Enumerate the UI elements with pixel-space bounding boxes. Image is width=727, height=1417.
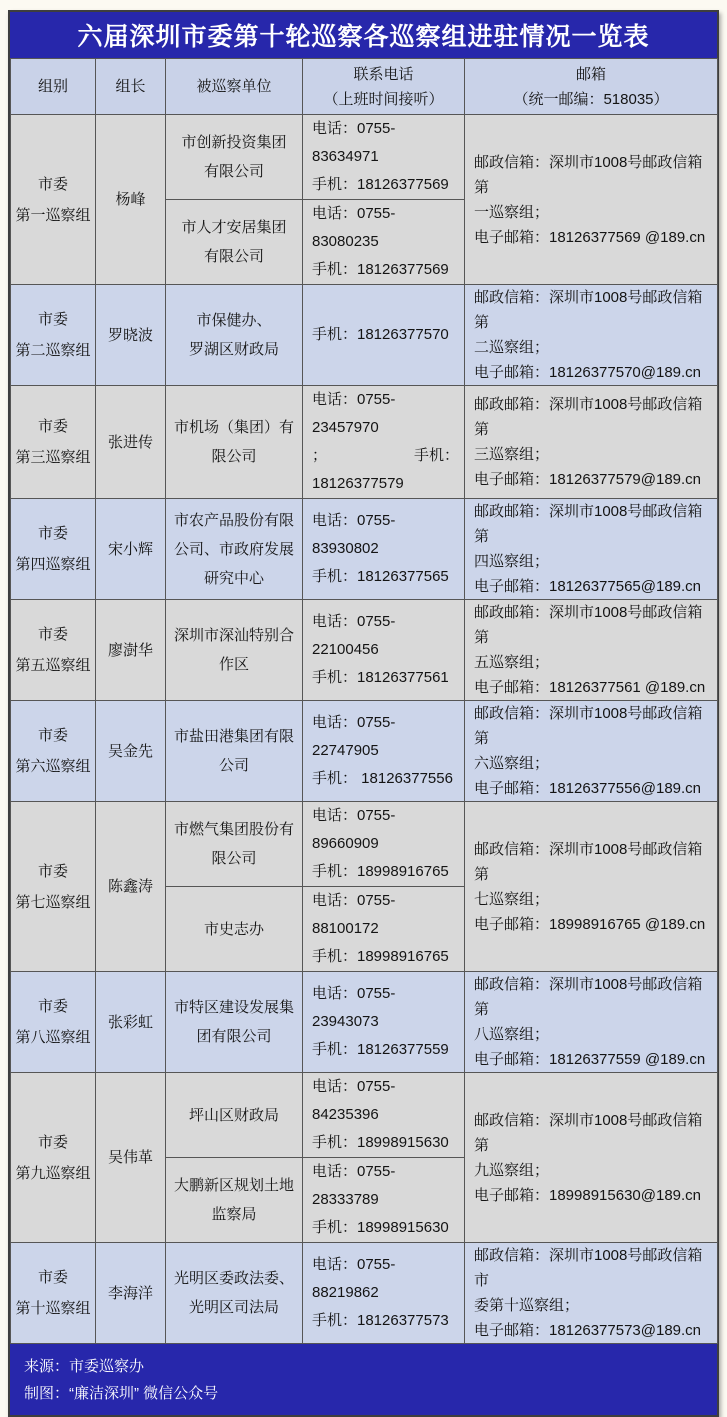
mail-line: 六巡察组； [474, 755, 550, 772]
leader-cell: 张彩虹 [96, 972, 166, 1073]
unit-line: 光明区司法局 [188, 1299, 279, 1316]
col-header-mail-line1: 邮箱 [575, 65, 606, 83]
unit-line: 公司 [218, 757, 249, 774]
leader-cell: 陈鑫涛 [96, 802, 166, 972]
mail-cell [465, 1073, 718, 1243]
leader-cell: 宋小辉 [96, 499, 166, 600]
table-row [11, 1243, 718, 1344]
col-header-unit: 被巡察单位 [166, 59, 303, 115]
mail-line: 电子邮箱：18126377561 @189.cn [474, 679, 706, 696]
group-cell [11, 285, 96, 386]
leader-cell: 杨峰 [96, 115, 166, 285]
phone-line: 电话：0755-22747905 [312, 714, 396, 759]
group-line: 市委 [37, 418, 68, 435]
table-row [11, 386, 718, 499]
group-line: 第二巡察组 [15, 342, 91, 359]
unit-line: 作区 [218, 656, 249, 673]
phone-line: 手机：18126377569 [312, 176, 449, 193]
table-row [11, 701, 718, 802]
leader-cell: 罗晓波 [96, 285, 166, 386]
mail-cell [465, 285, 718, 386]
phone-line [312, 442, 459, 470]
group-line: 市委 [37, 626, 68, 643]
group-line: 第六巡察组 [15, 758, 91, 775]
mail-cell [465, 701, 718, 802]
unit-line: 监察局 [211, 1206, 257, 1223]
unit-line: 团有限公司 [196, 1028, 272, 1045]
mail-line: 三巡察组； [474, 446, 550, 463]
col-header-phone [303, 59, 465, 115]
group-line: 市委 [37, 525, 68, 542]
table-row [11, 499, 718, 600]
phone-line: 手机：18126377573 [312, 1312, 449, 1329]
unit-cell [166, 499, 303, 600]
group-cell [11, 600, 96, 701]
header-row [11, 59, 718, 115]
group-line: 第七巡察组 [15, 893, 91, 911]
unit-line: 光明区委政法委、 [173, 1270, 294, 1287]
unit-line: 市保健办、 [196, 312, 272, 329]
leader-cell: 李海洋 [96, 1243, 166, 1344]
inspection-poster [8, 10, 719, 1417]
mail-line: 邮政邮箱：深圳市1008号邮政信箱第 [474, 604, 703, 646]
phone-line-right: 手机： [413, 447, 459, 464]
mail-cell [465, 386, 718, 499]
group-line: 第三巡察组 [15, 449, 91, 466]
unit-line: 市农产品股份有限 [173, 511, 294, 529]
phone-line: 手机：18126377561 [312, 669, 449, 686]
phone-line: 电话：0755-23457970 [312, 391, 396, 436]
col-header-group: 组别 [11, 59, 96, 115]
unit-line: 公司、市政府发展 [173, 540, 294, 558]
phone-cell [303, 600, 465, 701]
phone-line: 手机：18126377569 [312, 261, 449, 278]
phone-line: 电话：0755-88100172 [312, 892, 396, 937]
phone-line: 手机：18998915630 [312, 1134, 449, 1151]
phone-line: 电话：0755-83930802 [312, 512, 396, 557]
unit-line: 市史志办 [203, 920, 264, 938]
mail-line: 一巡察组； [474, 203, 550, 221]
phone-cell [303, 887, 465, 972]
phone-line: 手机：18126377570 [312, 326, 449, 343]
unit-line: 市创新投资集团 [181, 134, 287, 151]
col-header-mail [465, 59, 718, 115]
group-line: 市委 [37, 862, 68, 880]
mail-line: 邮政信箱：深圳市1008号邮政信箱第 [474, 1111, 703, 1154]
mail-line: 八巡察组； [474, 1026, 550, 1043]
mail-line: 电子邮箱：18126377559 @189.cn [474, 1051, 706, 1068]
mail-line: 电子邮箱：18998916765 @189.cn [474, 915, 706, 933]
mail-line: 四巡察组； [474, 553, 550, 570]
group-cell [11, 499, 96, 600]
group-cell [11, 1073, 96, 1243]
phone-cell [303, 499, 465, 600]
mail-line: 电子邮箱：18126377573@189.cn [474, 1322, 702, 1339]
mail-line: 邮政信箱：深圳市1008号邮政信箱第 [474, 289, 703, 331]
mail-line: 邮政信箱：深圳市1008号邮政信箱第 [474, 976, 703, 1018]
col-header-phone-line1: 联系电话 [353, 65, 414, 83]
unit-cell [166, 972, 303, 1073]
leader-cell: 吴金先 [96, 701, 166, 802]
group-line: 第十巡察组 [15, 1300, 91, 1317]
unit-line: 限公司 [211, 850, 257, 867]
group-line: 市委 [37, 727, 68, 744]
mail-cell [465, 972, 718, 1073]
leader-cell: 张进传 [96, 386, 166, 499]
group-line: 市委 [37, 1133, 68, 1151]
phone-line: 手机：18998916765 [312, 948, 449, 965]
leader-cell: 廖澍华 [96, 600, 166, 701]
unit-cell [166, 285, 303, 386]
phone-line: 电话：0755-28333789 [312, 1163, 396, 1208]
table-row [11, 802, 718, 887]
group-cell [11, 701, 96, 802]
unit-cell [166, 600, 303, 701]
mail-line: 电子邮箱：18126377556@189.cn [474, 780, 702, 797]
mail-line: 邮政信箱：深圳市1008号邮政信箱市 [474, 1247, 703, 1289]
phone-line: 电话：0755-84235396 [312, 1078, 396, 1123]
phone-cell [303, 386, 465, 499]
phone-line: 手机：18998916765 [312, 863, 449, 880]
phone-cell [303, 1243, 465, 1344]
mail-line: 电子邮箱：18126377565@189.cn [474, 578, 702, 595]
group-line: 市委 [37, 998, 68, 1015]
group-cell [11, 802, 96, 972]
table-row [11, 115, 718, 200]
phone-line-left: ； [312, 447, 328, 464]
mail-cell [465, 499, 718, 600]
unit-line: 罗湖区财政局 [188, 341, 279, 358]
mail-line: 邮政邮箱：深圳市1008号邮政信箱第 [474, 503, 703, 545]
mail-cell [465, 1243, 718, 1344]
phone-cell [303, 200, 465, 285]
unit-cell [166, 1243, 303, 1344]
mail-cell [465, 600, 718, 701]
group-cell [11, 1243, 96, 1344]
phone-line: 电话：0755-23943073 [312, 985, 396, 1030]
phone-line: 电话：0755-83634971 [312, 120, 396, 165]
mail-line: 七巡察组； [474, 890, 550, 908]
unit-cell [166, 1158, 303, 1243]
phone-cell [303, 972, 465, 1073]
phone-cell [303, 802, 465, 887]
inspection-table [10, 58, 718, 1344]
phone-line: 手机： 18126377556 [312, 770, 453, 787]
unit-cell [166, 1073, 303, 1158]
mail-cell [465, 115, 718, 285]
phone-line: 18126377579 [312, 475, 404, 492]
unit-cell [166, 701, 303, 802]
group-cell [11, 386, 96, 499]
mail-line: 邮政信箱：深圳市1008号邮政信箱第 [474, 705, 703, 747]
unit-line: 市特区建设发展集 [173, 999, 294, 1016]
footer [10, 1344, 717, 1415]
unit-line: 坪山区财政局 [188, 1106, 279, 1124]
col-header-leader: 组长 [96, 59, 166, 115]
phone-cell [303, 1073, 465, 1158]
mail-line: 电子邮箱：18126377579@189.cn [474, 471, 702, 488]
unit-line: 市机场（集团）有 [173, 419, 294, 436]
unit-cell [166, 887, 303, 972]
group-line: 第八巡察组 [15, 1029, 91, 1046]
leader-cell: 吴伟革 [96, 1073, 166, 1243]
col-header-phone-line2: （上班时间接听） [323, 90, 444, 108]
mail-line: 邮政邮箱：深圳市1008号邮政信箱第 [474, 396, 703, 438]
group-cell [11, 972, 96, 1073]
table-row [11, 285, 718, 386]
group-line: 市委 [37, 175, 68, 193]
unit-line: 市盐田港集团有限 [173, 728, 294, 745]
unit-line: 限公司 [211, 448, 257, 465]
col-header-mail-line2: （统一邮编：518035） [513, 90, 669, 108]
mail-line: 电子邮箱：18126377569 @189.cn [474, 228, 706, 246]
footer-credit: 制图：“廉洁深圳” 微信公众号 [24, 1385, 219, 1402]
phone-line: 电话：0755-89660909 [312, 807, 396, 852]
group-line: 第五巡察组 [15, 657, 91, 674]
unit-line: 大鹏新区规划土地 [173, 1177, 294, 1194]
mail-line: 二巡察组； [474, 339, 550, 356]
phone-line: 电话：0755-22100456 [312, 613, 396, 658]
table-row [11, 972, 718, 1073]
unit-cell [166, 386, 303, 499]
unit-cell [166, 115, 303, 200]
page-title: 六届深圳市委第十轮巡察各巡察组进驻情况一览表 [10, 12, 717, 58]
mail-line: 五巡察组； [474, 654, 550, 671]
unit-line: 深圳市深汕特别合 [173, 627, 294, 644]
table-row [11, 600, 718, 701]
unit-line: 有限公司 [203, 248, 264, 265]
mail-line: 电子邮箱：18998915630@189.cn [474, 1186, 702, 1204]
phone-cell [303, 115, 465, 200]
group-line: 第九巡察组 [15, 1164, 91, 1182]
mail-line: 委第十巡察组； [474, 1297, 580, 1314]
unit-cell [166, 200, 303, 285]
phone-line: 电话：0755-83080235 [312, 205, 396, 250]
group-line: 第四巡察组 [15, 556, 91, 573]
phone-cell [303, 1158, 465, 1243]
mail-line: 邮政信箱：深圳市1008号邮政信箱第 [474, 840, 703, 883]
mail-line: 邮政信箱：深圳市1008号邮政信箱第 [474, 153, 703, 196]
table-row [11, 1073, 718, 1158]
mail-cell [465, 802, 718, 972]
unit-cell [166, 802, 303, 887]
group-line: 市委 [37, 1269, 68, 1286]
group-cell [11, 115, 96, 285]
footer-source: 来源：市委巡察办 [24, 1358, 145, 1375]
group-line: 第一巡察组 [15, 206, 91, 224]
group-line: 市委 [37, 311, 68, 328]
mail-line: 九巡察组； [474, 1161, 550, 1179]
unit-line: 研究中心 [203, 569, 264, 587]
phone-line: 电话：0755-88219862 [312, 1256, 396, 1301]
phone-cell [303, 701, 465, 802]
unit-line: 市人才安居集团 [181, 219, 287, 236]
phone-line: 手机：18126377565 [312, 568, 449, 585]
unit-line: 市燃气集团股份有 [173, 821, 294, 838]
phone-cell [303, 285, 465, 386]
phone-line: 手机：18998915630 [312, 1219, 449, 1236]
mail-line: 电子邮箱：18126377570@189.cn [474, 364, 702, 381]
unit-line: 有限公司 [203, 163, 264, 180]
phone-line: 手机：18126377559 [312, 1041, 449, 1058]
